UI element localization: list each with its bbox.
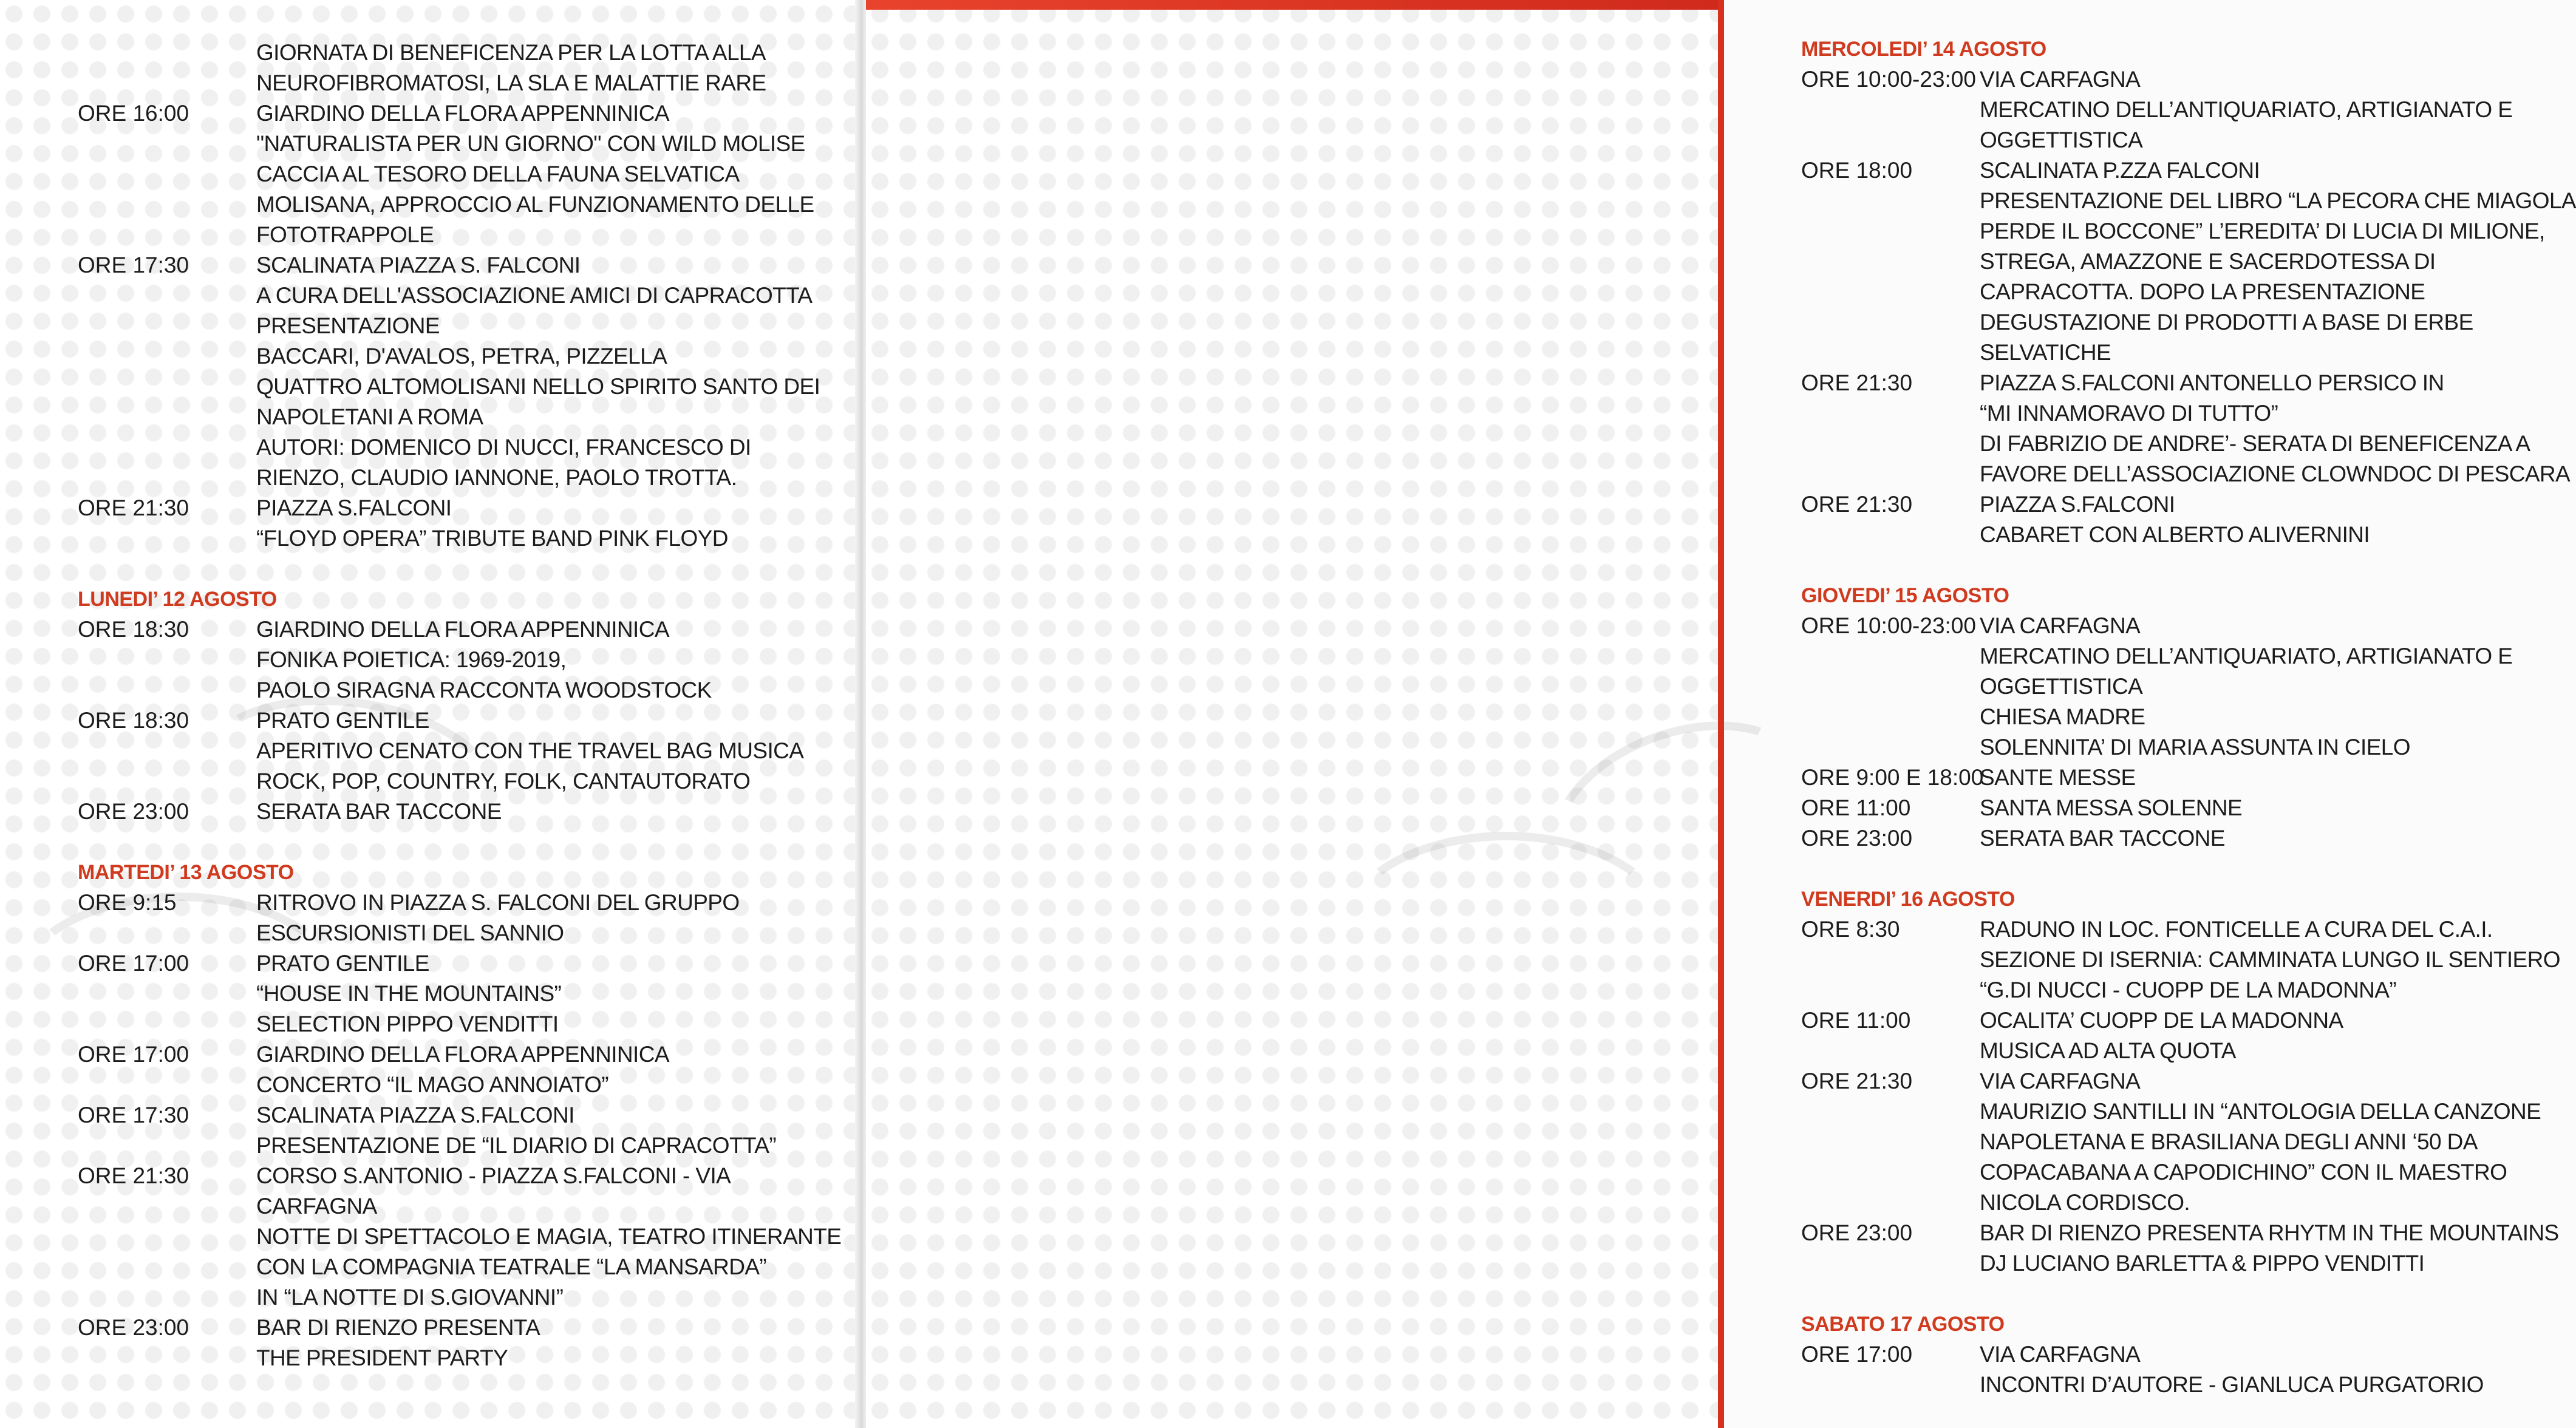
event-lines [1980, 763, 2136, 793]
event-row [78, 98, 841, 250]
event-time: ORE 11:00 [1801, 1008, 1911, 1033]
lead-row [78, 68, 841, 98]
event-line: IN “LA NOTTE DI S.GIOVANNI” [256, 1285, 564, 1310]
event-line: FAVORE DELL’ASSOCIAZIONE CLOWNDOC DI PESCARA [1980, 461, 2571, 486]
event-line: DI FABRIZIO DE ANDRE’- SERATA DI BENEFICENZA A [1980, 431, 2530, 456]
event-line: CAPRACOTTA. DOPO LA PRESENTAZIONE [1980, 279, 2425, 304]
event-line: VIA CARFAGNA [1980, 1342, 2141, 1367]
event-line: PRATO GENTILE [256, 708, 429, 733]
event-time: ORE 17:00 [1801, 1342, 1913, 1367]
event-line: GIARDINO DELLA FLORA APPENNINICA [256, 617, 669, 642]
event-line: SANTA MESSA SOLENNE [1980, 795, 2243, 820]
event-line: QUATTRO ALTOMOLISANI NELLO SPIRITO SANTO DEI [256, 374, 820, 399]
lead-row [78, 38, 841, 68]
event-line: MERCATINO DELL’ANTIQUARIATO, ARTIGIANATO E [1980, 644, 2513, 668]
event-line: BAR DI RIENZO PRESENTA [256, 1315, 540, 1340]
day-block [1801, 34, 2576, 550]
event-line: ROCK, POP, COUNTRY, FOLK, CANTAUTORATO [256, 769, 751, 794]
event-time: ORE 23:00 [1801, 1220, 1913, 1245]
event-line: “G.DI NUCCI - CUOPP DE LA MADONNA” [1980, 977, 2397, 1002]
spacer [1801, 854, 2576, 884]
event-line: PIAZZA S.FALCONI ANTONELLO PERSICO IN [1980, 370, 2444, 395]
event-row [1801, 489, 2576, 550]
spacer [1801, 550, 2576, 580]
event-lines [1980, 368, 2570, 489]
event-line: PAOLO SIRAGNA RACCONTA WOODSTOCK [256, 678, 712, 702]
event-line: FOTOTRAPPOLE [256, 222, 434, 247]
spacer [78, 554, 841, 584]
event-time: ORE 21:30 [1801, 492, 1913, 517]
event-line: DJ LUCIANO BARLETTA & PIPPO VENDITTI [1980, 1251, 2425, 1276]
event-time: ORE 23:00 [78, 799, 189, 824]
event-lines [256, 250, 820, 493]
event-lines [1980, 823, 2225, 854]
event-line: CORSO S.ANTONIO - PIAZZA S.FALCONI - VIA [256, 1163, 731, 1188]
event-line: CON LA COMPAGNIA TEATRALE “LA MANSARDA” [256, 1254, 767, 1279]
day-heading: LUNEDI’ 12 AGOSTO [78, 588, 277, 611]
event-line: GIORNATA DI BENEFICENZA PER LA LOTTA ALLA [256, 40, 766, 65]
left-schedule-column [78, 38, 841, 1373]
event-line: GIARDINO DELLA FLORA APPENNINICA [256, 101, 669, 126]
event-line: SELECTION PIPPO VENDITTI [256, 1011, 559, 1036]
event-line: PERDE IL BOCCONE” L’EREDITA’ DI LUCIA DI MILIONE, [1980, 219, 2545, 243]
event-time: ORE 21:30 [78, 1163, 189, 1188]
event-line: BACCARI, D'AVALOS, PETRA, PIZZELLA [256, 344, 667, 369]
event-row [1801, 1218, 2576, 1279]
top-accent-bar [866, 0, 1724, 10]
event-time: ORE 18:30 [78, 617, 189, 642]
event-lines [256, 1100, 776, 1161]
event-line: VIA CARFAGNA [1980, 67, 2141, 92]
event-line: "NATURALISTA PER UN GIORNO" CON WILD MOLISE [256, 131, 805, 156]
event-row [78, 1161, 841, 1313]
event-line: SCALINATA PIAZZA S.FALCONI [256, 1103, 574, 1127]
day-heading: MARTEDI’ 13 AGOSTO [78, 861, 294, 884]
event-line: FONIKA POIETICA: 1969-2019, [256, 647, 567, 672]
event-row [78, 888, 841, 948]
event-time: ORE 18:00 [1801, 158, 1913, 183]
event-row [78, 493, 841, 554]
event-line: APERITIVO CENATO CON THE TRAVEL BAG MUSICA [256, 738, 804, 763]
event-row [78, 614, 841, 706]
event-lines [256, 68, 766, 98]
event-lines [256, 1161, 841, 1313]
event-line: OGGETTISTICA [1980, 127, 2143, 152]
event-line: RITROVO IN PIAZZA S. FALCONI DEL GRUPPO [256, 890, 740, 915]
event-line: SCALINATA PIAZZA S. FALCONI [256, 253, 581, 277]
event-time: ORE 23:00 [1801, 826, 1913, 851]
spacer [1801, 1279, 2576, 1309]
event-time: ORE 17:30 [78, 253, 189, 277]
day-block [1801, 854, 2576, 1279]
event-line: THE PRESIDENT PARTY [256, 1345, 508, 1370]
event-line: CONCERTO “IL MAGO ANNOIATO” [256, 1072, 608, 1097]
event-lines [256, 797, 502, 827]
event-line: PRATO GENTILE [256, 951, 429, 976]
event-line: STREGA, AMAZZONE E SACERDOTESSA DI [1980, 249, 2436, 274]
right-day-blocks [1801, 34, 2576, 1400]
right-schedule-column [1801, 34, 2576, 1400]
right-page [866, 0, 2576, 1428]
event-lines [1980, 489, 2370, 550]
event-time: ORE 23:00 [78, 1315, 189, 1340]
event-lines [256, 98, 814, 250]
event-time: ORE 9:00 E 18:00 [1801, 765, 1984, 790]
event-row [1801, 64, 2576, 155]
day-heading: GIOVEDI’ 15 AGOSTO [1801, 584, 2009, 607]
event-time: ORE 21:30 [1801, 1069, 1913, 1093]
event-line: NAPOLETANA E BRASILIANA DEGLI ANNI ‘50 DA [1980, 1129, 2478, 1154]
event-line: INCONTRI D’AUTORE - GIANLUCA PURGATORIO [1980, 1372, 2484, 1397]
day-block [78, 98, 841, 554]
event-row [1801, 368, 2576, 489]
spacer [78, 827, 841, 857]
event-line: VIA CARFAGNA [1980, 613, 2141, 638]
event-line: OGGETTISTICA [1980, 674, 2143, 699]
event-time: ORE 9:15 [78, 890, 177, 915]
event-row [1801, 1339, 2576, 1400]
event-lines [256, 1313, 540, 1373]
event-line: “FLOYD OPERA” TRIBUTE BAND PINK FLOYD [256, 526, 728, 551]
time-spacer [78, 68, 256, 98]
event-line: PRESENTAZIONE DE “IL DIARIO DI CAPRACOTTA” [256, 1133, 777, 1158]
event-line: PIAZZA S.FALCONI [256, 495, 452, 520]
event-row [78, 1039, 841, 1100]
event-lines [1980, 64, 2512, 155]
event-lines [1980, 1339, 2484, 1400]
event-line: A CURA DELL'ASSOCIAZIONE AMICI DI CAPRACOTTA [256, 283, 813, 308]
event-lines [1980, 1005, 2343, 1066]
event-row [1801, 793, 2576, 823]
day-block [78, 827, 841, 1373]
event-lines [1980, 1066, 2541, 1218]
event-time: ORE 8:30 [1801, 917, 1900, 942]
event-time: ORE 10:00-23:00 [1801, 613, 1976, 638]
event-line: COPACABANA A CAPODICHINO” CON IL MAESTRO [1980, 1160, 2507, 1185]
event-row [1801, 763, 2576, 793]
event-line: AUTORI: DOMENICO DI NUCCI, FRANCESCO DI [256, 435, 751, 460]
lead-text [78, 38, 841, 98]
day-block [1801, 550, 2576, 854]
event-line: BAR DI RIENZO PRESENTA RHYTM IN THE MOUNTAINS [1980, 1220, 2559, 1245]
event-line: DEGUSTAZIONE DI PRODOTTI A BASE DI ERBE [1980, 310, 2473, 335]
event-row [78, 250, 841, 493]
event-lines [256, 888, 740, 948]
event-lines [256, 614, 712, 706]
event-row [78, 797, 841, 827]
event-lines [256, 493, 728, 554]
event-lines [256, 706, 803, 797]
event-row [1801, 611, 2576, 763]
event-line: “MI INNAMORAVO DI TUTTO” [1980, 401, 2278, 426]
event-line: SERATA BAR TACCONE [1980, 826, 2225, 851]
event-line: NOTTE DI SPETTACOLO E MAGIA, TEATRO ITINERANTE [256, 1224, 842, 1249]
event-line: ESCURSIONISTI DEL SANNIO [256, 920, 564, 945]
day-heading: VENERDI’ 16 AGOSTO [1801, 888, 2015, 911]
event-lines [1980, 914, 2560, 1005]
event-row [78, 948, 841, 1039]
event-line: SERATA BAR TACCONE [256, 799, 502, 824]
event-row [1801, 1005, 2576, 1066]
event-line: CARFAGNA [256, 1194, 377, 1219]
day-heading: SABATO 17 AGOSTO [1801, 1313, 2005, 1336]
event-line: VIA CARFAGNA [1980, 1069, 2141, 1093]
event-lines [256, 1039, 669, 1100]
event-row [78, 1313, 841, 1373]
event-lines [256, 948, 561, 1039]
event-row [1801, 914, 2576, 1005]
day-heading: MERCOLEDI’ 14 AGOSTO [1801, 38, 2046, 61]
event-time: ORE 17:00 [78, 951, 189, 976]
event-row [1801, 1066, 2576, 1218]
event-time: ORE 10:00-23:00 [1801, 67, 1976, 92]
event-time: ORE 17:30 [78, 1103, 189, 1127]
event-row [1801, 155, 2576, 368]
event-line: GIARDINO DELLA FLORA APPENNINICA [256, 1042, 669, 1067]
event-row [78, 1100, 841, 1161]
event-line: PIAZZA S.FALCONI [1980, 492, 2175, 517]
event-lines [1980, 1218, 2559, 1279]
left-day-blocks [78, 98, 841, 1373]
right-accent-bar [1718, 0, 1724, 1428]
event-lines [1980, 155, 2576, 368]
event-line: RADUNO IN LOC. FONTICELLE A CURA DEL C.A.I. [1980, 917, 2493, 942]
event-time: ORE 21:30 [1801, 370, 1913, 395]
event-line: SELVATICHE [1980, 340, 2111, 365]
event-line: NAPOLETANI A ROMA [256, 404, 483, 429]
event-line: CACCIA AL TESORO DELLA FAUNA SELVATICA [256, 162, 740, 186]
day-block [1801, 1279, 2576, 1400]
event-lines [1980, 611, 2512, 763]
event-line: MAURIZIO SANTILLI IN “ANTOLOGIA DELLA CANZONE [1980, 1099, 2541, 1124]
event-line: SOLENNITA’ DI MARIA ASSUNTA IN CIELO [1980, 735, 2410, 760]
event-row [78, 706, 841, 797]
event-time: ORE 18:30 [78, 708, 189, 733]
event-line: SCALINATA P.ZZA FALCONI [1980, 158, 2260, 183]
event-line: MUSICA AD ALTA QUOTA [1980, 1038, 2236, 1063]
time-spacer [78, 38, 256, 68]
event-line: NICOLA CORDISCO. [1980, 1190, 2190, 1215]
day-block [78, 554, 841, 827]
event-line: PRESENTAZIONE DEL LIBRO “LA PECORA CHE MIAGOLA [1980, 188, 2576, 213]
event-line: PRESENTAZIONE [256, 313, 440, 338]
event-line: SEZIONE DI ISERNIA: CAMMINATA LUNGO IL SENTIERO [1980, 947, 2560, 972]
event-lines [256, 38, 766, 68]
event-line: OCALITA’ CUOPP DE LA MADONNA [1980, 1008, 2343, 1033]
event-time: ORE 11:00 [1801, 795, 1911, 820]
event-row [1801, 823, 2576, 854]
event-line: CABARET CON ALBERTO ALIVERNINI [1980, 522, 2370, 547]
event-line: MOLISANA, APPROCCIO AL FUNZIONAMENTO DELLE [256, 192, 814, 217]
event-lines [1980, 793, 2242, 823]
event-line: “HOUSE IN THE MOUNTAINS” [256, 981, 562, 1006]
event-time: ORE 16:00 [78, 101, 189, 126]
event-line: SANTE MESSE [1980, 765, 2136, 790]
left-page [0, 0, 859, 1428]
event-line: NEUROFIBROMATOSI, LA SLA E MALATTIE RARE [256, 70, 766, 95]
event-line: RIENZO, CLAUDIO IANNONE, PAOLO TROTTA. [256, 465, 737, 490]
event-time: ORE 17:00 [78, 1042, 189, 1067]
event-line: CHIESA MADRE [1980, 704, 2145, 729]
event-line: MERCATINO DELL’ANTIQUARIATO, ARTIGIANATO E [1980, 97, 2513, 122]
event-time: ORE 21:30 [78, 495, 189, 520]
